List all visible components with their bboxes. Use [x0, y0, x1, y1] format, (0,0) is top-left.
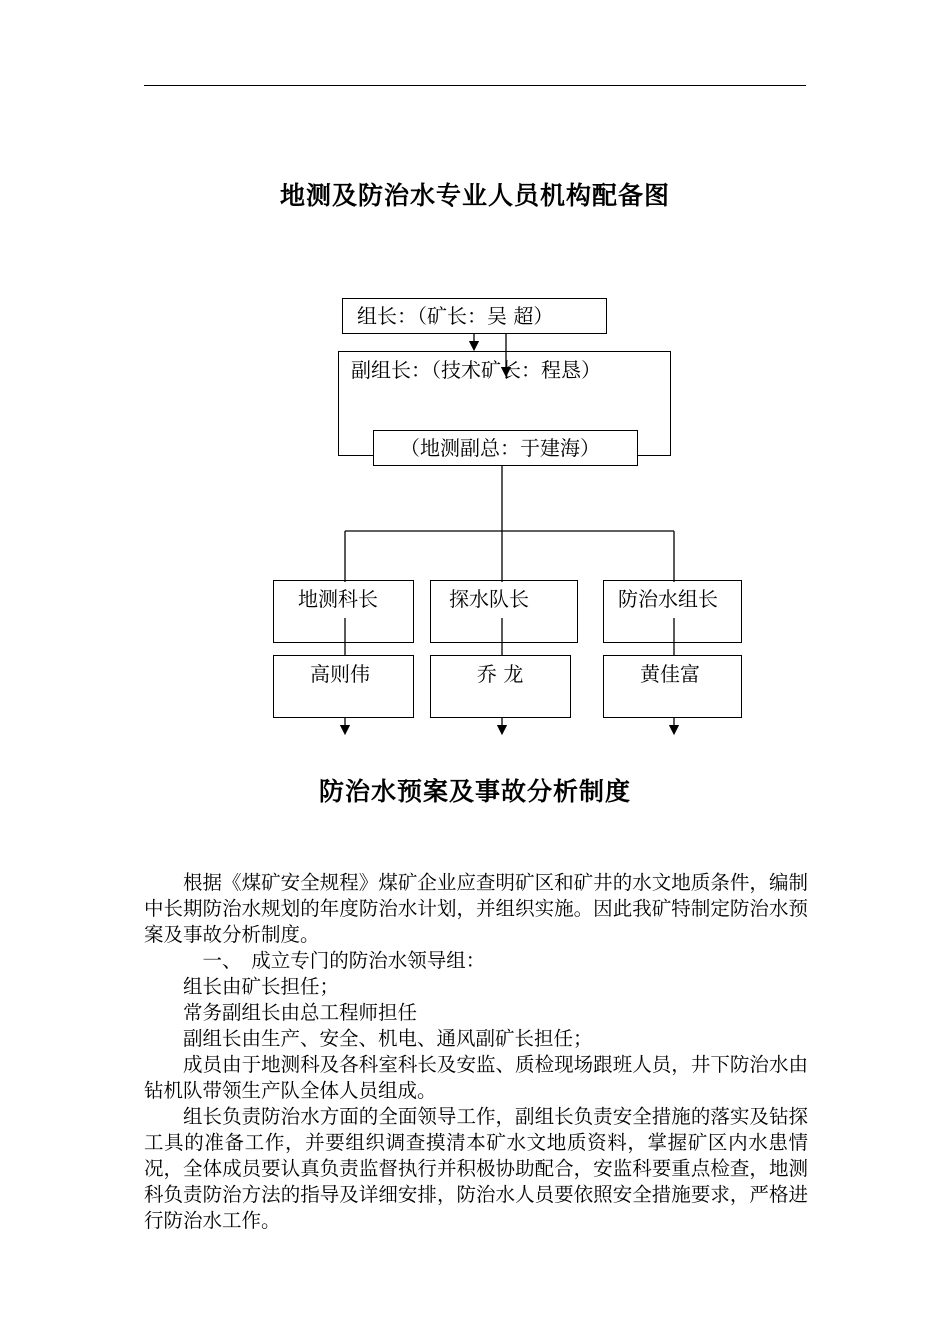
- unit-title-box: [273, 580, 414, 643]
- unit-person: 高则伟: [310, 662, 370, 686]
- unit-title: 探水队长: [449, 587, 529, 611]
- orgchart-title: 地测及防治水专业人员机构配备图: [279, 181, 670, 210]
- leader-box: [342, 298, 607, 334]
- unit-person-box: [273, 655, 414, 718]
- unit-person: 黄佳富: [640, 662, 700, 686]
- body-text: [144, 870, 808, 1234]
- deputy-label: 副组长：（技术矿长：程恳）: [351, 358, 601, 382]
- section-title: 防治水预案及事故分析制度: [318, 777, 631, 806]
- paragraph: 副组长由生产、安全、机电、通风副矿长担任；: [183, 1027, 593, 1050]
- unit-title-box: [430, 580, 578, 643]
- deputy-geo-label: （地测副总：于建海）: [400, 436, 600, 460]
- paragraph: 组长负责防治水方面的全面领导工作，副组长负责安全措施的落实及钻探工具的准备工作，并要组织调查摸清本矿水文地质资料，掌握矿区内水患情况，全体成员要认真负责监督执行并积极协助配合，安监科要重点检查，地测科负责防治方法的指导及详细安排，防治水人员要依照安全措施要求，严格进行防治水工作。: [144, 1105, 808, 1232]
- unit-person-box: [603, 655, 742, 718]
- unit-title-box: [603, 580, 742, 643]
- paragraph: 根据《煤矿安全规程》煤矿企业应查明矿区和矿井的水文地质条件，编制中长期防治水规划的年度防治水计划，并组织实施。因此我矿特制定防治水预案及事故分析制度。: [144, 871, 808, 946]
- paragraph: 一、 成立专门的防治水领导组：: [202, 949, 486, 972]
- unit-title: 地测科长: [298, 587, 378, 611]
- paragraph: 常务副组长由总工程师担任: [183, 1001, 418, 1024]
- deputy-geo-box: [373, 430, 638, 466]
- unit-title: 防治水组长: [618, 587, 718, 611]
- paragraph: 成员由于地测科及各科室科长及安监、质检现场跟班人员，井下防治水由钻机队带领生产队全体人员组成。: [144, 1053, 808, 1102]
- paragraph: 组长由矿长担任；: [183, 975, 340, 998]
- unit-person: 乔 龙: [477, 662, 524, 686]
- leader-label: 组长：（矿长：吴 超）: [357, 304, 554, 328]
- unit-person-box: [430, 655, 571, 718]
